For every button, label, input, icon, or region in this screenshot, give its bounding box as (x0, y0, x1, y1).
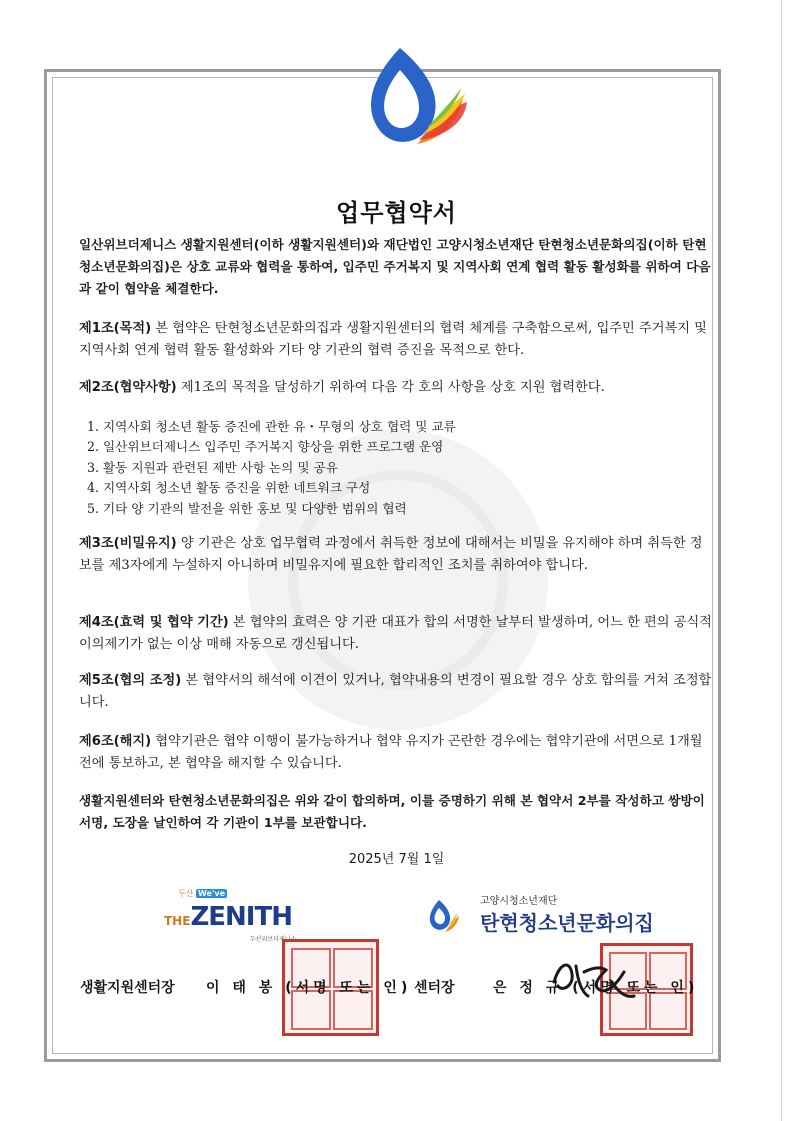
list-item: 5. 기타 양 기관의 발전을 위한 홍보 및 다양한 범위의 협력 (87, 500, 407, 516)
article-6-text: 협약기관은 협약 이행이 불가능하거나 협약 유지가 곤란한 경우에는 협약기관에 서면으로 1개월 전에 통보하고, 본 협약을 해지할 수 있습니다. (79, 734, 703, 771)
document-title: 업무협약서 (336, 199, 457, 227)
article-3-heading: 제3조(비밀유지) (79, 536, 177, 551)
article-5-heading: 제5조(협의 조정) (79, 673, 182, 688)
right-signer-role: 센터장 (414, 980, 455, 996)
org-center-name: 탄현청소년문화의집 (480, 911, 654, 935)
left-signer-role: 생활지원센터장 (80, 980, 175, 996)
agreement-items-list (87, 417, 687, 519)
agreement-date: 2025년 7월 1일 (348, 852, 445, 867)
article-2-heading: 제2조(협약사항) (79, 380, 177, 395)
left-signer-name: 이 태 봉 (서명 또는 인) (206, 980, 412, 996)
article-4-heading: 제4조(효력 및 협약 기간) (79, 615, 229, 630)
list-item: 2. 일산위브더제니스 입주민 주거복지 향상을 위한 프로그램 운영 (87, 439, 444, 455)
article-1-text: 본 협약은 탄현청소년문화의집과 생활지원센터의 협력 체계를 구축함으로써, 입주민 주거복지 및 지역사회 연계 협력 활동 활성화와 기타 양 기관의 협력 증진을 목적으로 한다. (79, 321, 707, 358)
article-3-text: 양 기관은 상호 업무협력 과정에서 취득한 정보에 대해서는 비밀을 유지해야 하며 취득한 정보를 제3자에게 누설하지 아니하며 비밀유지에 필요한 합리적인 조치를 취하여야 합니다. (79, 536, 703, 573)
zenith-logo-the: THE (164, 914, 191, 928)
right-signer-name: 은 정 규 (서명 또는 인) (493, 980, 699, 996)
article-4 (79, 612, 713, 656)
article-5-text: 본 협약서의 해석에 이견이 있거나, 협약내용의 변경이 필요할 경우 상호 합의를 거쳐 조정합니다. (79, 673, 712, 710)
article-4-text: 본 협약의 효력은 양 기관 대표가 합의 서명한 날부터 발생하며, 어느 한 편의 공식적 이의제기가 없는 이상 매해 자동으로 갱신됩니다. (79, 615, 712, 652)
handwritten-signature (548, 952, 638, 1012)
scan-edge-line (781, 0, 782, 1121)
list-item: 4. 지역사회 청소년 활동 증진을 위한 네트워크 구성 (87, 480, 371, 496)
list-item: 1. 지역사회 청소년 활동 증진에 관한 유・무형의 상호 협력 및 교류 (87, 419, 456, 434)
article-2-text: 제1조의 목적을 달성하기 위하여 다음 각 호의 사항을 상호 지원 협력한다. (176, 380, 605, 395)
zenith-logo-top-text: 두산 (178, 889, 194, 898)
article-3 (79, 533, 713, 577)
article-5 (79, 670, 713, 714)
zenith-logo-name: ZENITH (190, 902, 292, 932)
article-1-heading: 제1조(목적) (79, 321, 152, 336)
tanhyeon-center-logo (424, 892, 684, 942)
closing-paragraph: 생활지원센터와 탄현청소년문화의집은 위와 같이 합의하며, 이를 증명하기 위해 본 협약서 2부를 작성하고 쌍방이 서명, 도장을 날인하여 각 기관이 1부를 보관합니다. (79, 793, 705, 830)
org-parent-name: 고양시청소년재단 (480, 896, 558, 907)
intro-paragraph: 일산위브더제니스 생활지원센터(이하 생활지원센터)와 재단법인 고양시청소년재단 탄현청소년문화의집(이하 탄현청소년문화의집)은 상호 교류와 협력을 통하여, 입주민 주거복지 및 지역사회 연계 협력 활동 활성화를 위하여 다음과 같이 협약을 체결한다. (79, 237, 711, 296)
zenith-logo-subtext: 두산위브더제니스 (250, 936, 297, 943)
article-6 (79, 731, 713, 775)
organization-emblem-logo (355, 36, 470, 166)
article-2 (79, 377, 713, 399)
article-1 (79, 318, 713, 362)
tanhyeon-mini-emblem-icon (426, 896, 460, 936)
list-item: 3. 활동 지원과 관련된 제반 사항 논의 및 공유 (87, 459, 338, 475)
article-6-heading: 제6조(해지) (79, 734, 152, 749)
weve-badge: We've (198, 889, 226, 898)
